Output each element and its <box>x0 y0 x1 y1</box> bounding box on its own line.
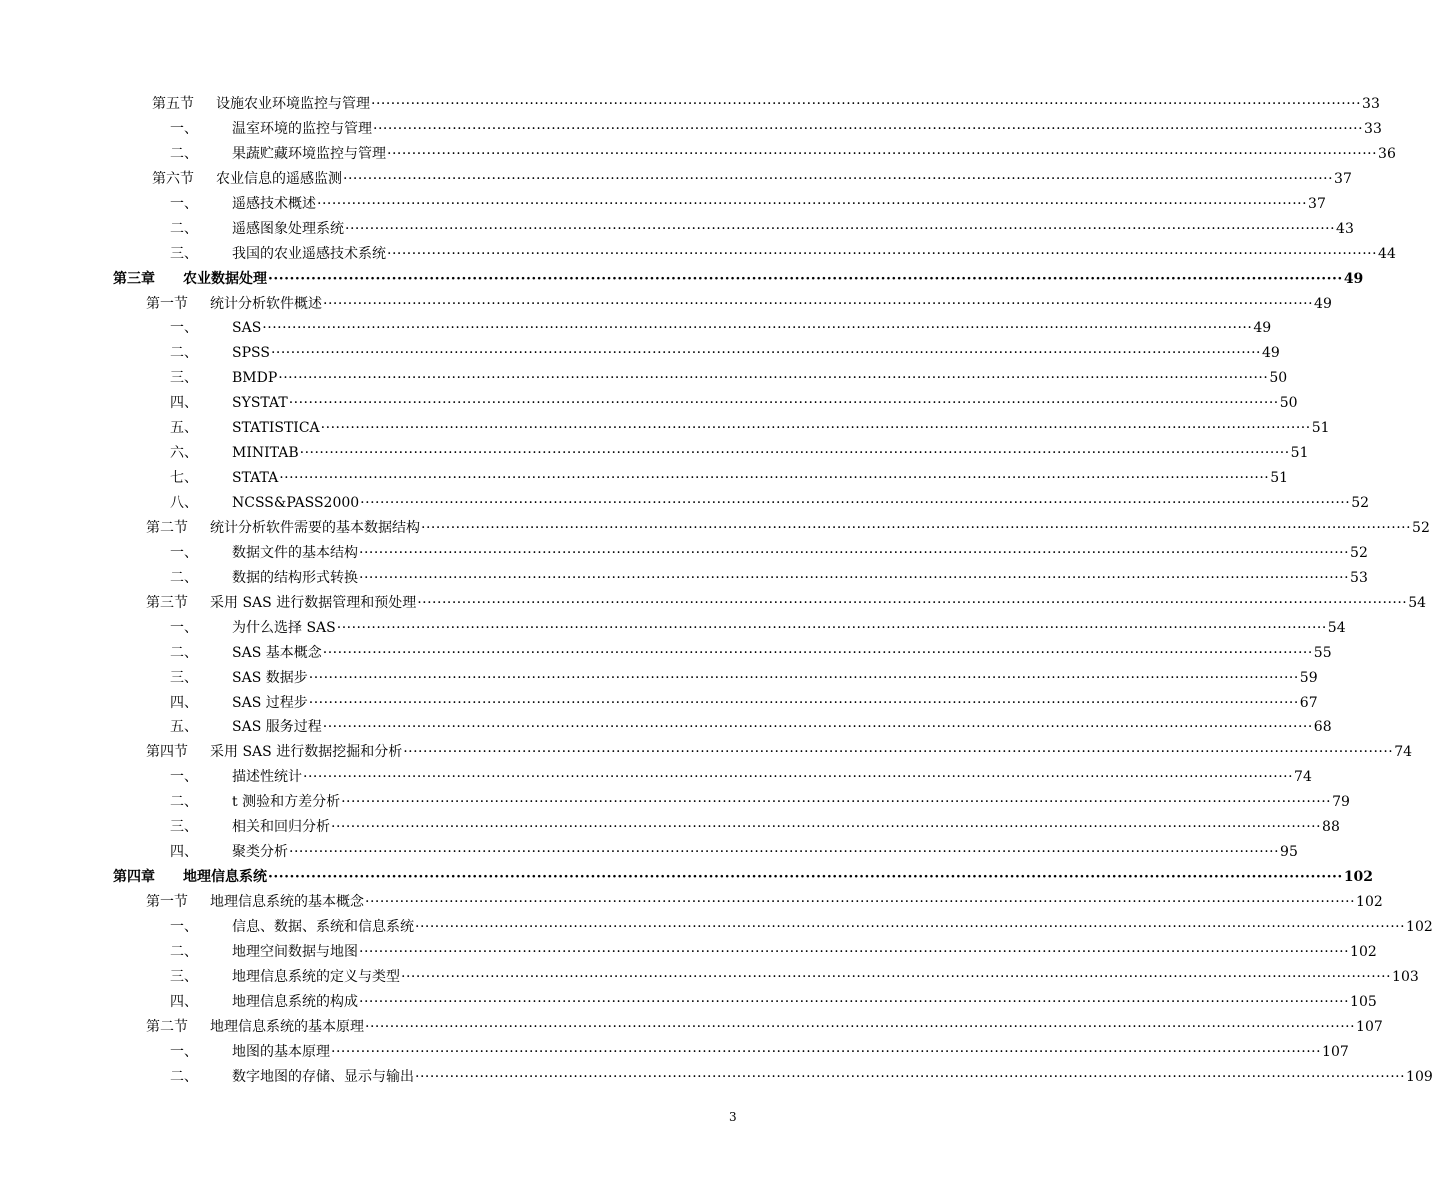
toc-entry-number: 第四章 <box>113 869 155 886</box>
toc-entry[interactable] <box>0 815 1340 840</box>
toc-entry-page: 88 <box>1322 819 1340 836</box>
toc-entry-page: 52 <box>1412 519 1430 536</box>
toc-entry-number: 第三节 <box>146 594 188 611</box>
toc-entry-title: MINITAB <box>232 445 299 462</box>
toc-leader-dots: ········································································································································································································ <box>303 769 1294 786</box>
toc-entry-page: 49 <box>1253 320 1272 337</box>
toc-entry-page: 55 <box>1313 644 1332 661</box>
toc-leader-dots: ········································································································································································································ <box>417 594 1408 611</box>
toc-entry-page: 102 <box>1343 869 1374 886</box>
toc-entry-title: 我国的农业遥感技术系统 <box>232 245 386 262</box>
toc-leader-dots: ········································································································································································································ <box>359 569 1350 586</box>
toc-leader-dots: ········································································································································································································ <box>268 270 1343 287</box>
toc-leader-dots: ········································································································································································································ <box>279 470 1270 487</box>
toc-entry-page: 37 <box>1334 170 1352 187</box>
toc-entry-title: SAS 数据步 <box>232 669 308 686</box>
toc-entry-number: 八、 <box>170 495 198 511</box>
toc-entry-number: 一、 <box>170 120 198 137</box>
toc-entry-page: 54 <box>1408 594 1427 611</box>
toc-entry-title: 地理信息系统的定义与类型 <box>232 968 400 985</box>
toc-entry-page: 102 <box>1350 943 1377 960</box>
toc-entry[interactable] <box>0 316 1272 341</box>
toc-leader-dots: ········································································································································································································ <box>323 295 1314 312</box>
toc-leader-dots: ········································································································································································································ <box>359 993 1350 1010</box>
toc-entry-page: 50 <box>1279 395 1298 412</box>
toc-entry-page: 49 <box>1262 345 1280 362</box>
toc-entry[interactable] <box>0 566 1368 591</box>
toc-entry-title: STATA <box>232 470 279 487</box>
toc-entry-title: SYSTAT <box>232 395 288 412</box>
toc-leader-dots: ········································································································································································································ <box>401 968 1392 985</box>
toc-entry-page: 67 <box>1299 694 1318 711</box>
page-number: 3 <box>729 1110 737 1124</box>
toc-leader-dots: ········································································································································································································ <box>317 195 1308 212</box>
toc-entry-number: 二、 <box>170 145 198 162</box>
toc-entry-title: 地理信息系统的基本原理 <box>210 1018 364 1035</box>
toc-entry-title: SAS <box>232 320 262 337</box>
toc-leader-dots: ········································································································································································································ <box>343 170 1334 187</box>
toc-entry-number: 第二节 <box>146 519 188 536</box>
toc-leader-dots: ········································································································································································································ <box>387 145 1378 162</box>
toc-leader-dots: ········································································································································································································ <box>270 345 1261 362</box>
toc-entry-title: NCSS&PASS2000 <box>232 495 360 511</box>
toc-entry-number: 二、 <box>170 794 198 811</box>
toc-entry[interactable] <box>0 691 1318 716</box>
toc-entry-number: 第五节 <box>152 96 194 112</box>
toc-entry-number: 二、 <box>170 943 198 960</box>
toc-entry-title: 数据文件的基本结构 <box>232 544 358 561</box>
toc-entry[interactable] <box>0 416 1330 441</box>
toc-entry-page: 53 <box>1350 569 1368 586</box>
toc-entry-number: 三、 <box>170 968 198 985</box>
toc-entry-title: 数据的结构形式转换 <box>232 569 358 586</box>
toc-entry-number: 第四节 <box>146 744 188 761</box>
toc-entry[interactable] <box>0 192 1326 217</box>
toc-entry-number: 二、 <box>170 345 198 362</box>
toc-leader-dots: ········································································································································································································ <box>322 644 1313 661</box>
toc-entry-number: 三、 <box>170 669 198 686</box>
toc-entry-page: 74 <box>1294 769 1312 786</box>
toc-entry-page: 44 <box>1378 245 1396 262</box>
toc-entry-title: 地理信息系统的基本概念 <box>210 894 364 910</box>
toc-entry-page: 51 <box>1290 445 1309 462</box>
toc-entry[interactable] <box>0 92 1380 117</box>
toc-entry-number: 第二节 <box>146 1018 188 1035</box>
toc-entry-title: BMDP <box>232 370 278 387</box>
toc-entry-title: 数字地图的存储、显示与输出 <box>232 1068 414 1085</box>
toc-entry[interactable] <box>0 167 1352 192</box>
toc-entry-number: 三、 <box>170 245 198 262</box>
toc-leader-dots: ········································································································································································································ <box>262 320 1253 337</box>
toc-entry[interactable] <box>0 865 1374 890</box>
toc-leader-dots: ········································································································································································································ <box>331 819 1322 836</box>
toc-entry[interactable] <box>0 142 1396 167</box>
toc-entry-title: 地理空间数据与地图 <box>232 943 358 960</box>
toc-entry[interactable] <box>0 391 1298 416</box>
toc-entry-number: 二、 <box>170 220 198 237</box>
toc-entry-page: 43 <box>1336 220 1354 237</box>
toc-leader-dots: ········································································································································································································ <box>320 420 1311 437</box>
toc-entry[interactable] <box>0 715 1332 740</box>
toc-leader-dots: ········································································································································································································ <box>365 894 1356 910</box>
toc-entry-title: SPSS <box>232 345 270 362</box>
toc-entry-title: 设施农业环境监控与管理 <box>216 96 370 112</box>
toc-entry[interactable] <box>0 516 1430 541</box>
toc-leader-dots: ········································································································································································································ <box>299 445 1290 462</box>
toc-entry[interactable] <box>0 1065 1433 1090</box>
toc-entry-number: 第三章 <box>113 270 155 287</box>
toc-entry[interactable] <box>0 940 1377 965</box>
toc-entry-title: 信息、数据、系统和信息系统 <box>232 918 414 935</box>
toc-entry-number: 一、 <box>170 769 198 786</box>
toc-entry-title: SAS 基本概念 <box>232 644 322 661</box>
toc-entry-number: 三、 <box>170 819 198 836</box>
toc-entry-title: 遥感技术概述 <box>232 195 316 212</box>
toc-leader-dots: ········································································································································································································ <box>365 1018 1356 1035</box>
toc-entry-title: t 测验和方差分析 <box>232 794 341 811</box>
toc-entry-title: 聚类分析 <box>232 844 288 861</box>
toc-entry-page: 33 <box>1364 120 1382 137</box>
toc-entry-title: 采用 SAS 进行数据挖掘和分析 <box>210 744 403 761</box>
toc-entry-number: 五、 <box>170 719 198 736</box>
toc-entry[interactable] <box>0 890 1383 915</box>
toc-entry-number: 四、 <box>170 993 198 1010</box>
toc-entry-number: 第一节 <box>146 295 188 312</box>
toc-entry-number: 一、 <box>170 195 198 212</box>
toc-entry-title: 为什么选择 SAS <box>232 619 336 636</box>
toc-entry-title: 农业信息的遥感监测 <box>216 170 342 187</box>
toc-entry-title: SAS 过程步 <box>232 694 308 711</box>
toc-entry[interactable] <box>0 1040 1349 1065</box>
toc-entry-number: 第一节 <box>146 894 188 910</box>
toc-leader-dots: ········································································································································································································ <box>278 370 1269 387</box>
toc-entry[interactable] <box>0 217 1354 242</box>
toc-entry-page: 109 <box>1406 1068 1433 1085</box>
toc-entry-page: 49 <box>1343 270 1364 287</box>
toc-entry-page: 102 <box>1406 918 1433 935</box>
toc-entry-number: 一、 <box>170 619 198 636</box>
table-of-contents <box>0 92 1433 1090</box>
toc-entry-title: 地图的基本原理 <box>232 1043 330 1060</box>
toc-entry-number: 二、 <box>170 569 198 586</box>
toc-entry[interactable] <box>0 441 1309 466</box>
toc-leader-dots: ········································································································································································································ <box>341 794 1332 811</box>
toc-entry-title: 温室环境的监控与管理 <box>232 120 372 137</box>
toc-entry[interactable] <box>0 641 1332 666</box>
toc-entry[interactable] <box>0 990 1377 1015</box>
toc-entry-page: 51 <box>1311 420 1330 437</box>
toc-entry-page: 68 <box>1313 719 1332 736</box>
toc-entry-number: 二、 <box>170 644 198 661</box>
toc-entry-number: 一、 <box>170 918 198 935</box>
toc-entry-page: 37 <box>1308 195 1326 212</box>
toc-leader-dots: ········································································································································································································ <box>421 519 1412 536</box>
toc-entry-title: 遥感图象处理系统 <box>232 220 344 237</box>
toc-entry-number: 第六节 <box>152 170 194 187</box>
toc-entry-page: 107 <box>1356 1018 1383 1035</box>
toc-entry-number: 五、 <box>170 420 198 437</box>
toc-entry-page: 52 <box>1350 544 1368 561</box>
toc-entry-title: 农业数据处理 <box>183 270 267 287</box>
toc-entry-page: 52 <box>1351 495 1370 511</box>
toc-leader-dots: ········································································································································································································ <box>268 869 1343 886</box>
toc-leader-dots: ········································································································································································································ <box>289 844 1280 861</box>
toc-leader-dots: ········································································································································································································ <box>308 669 1299 686</box>
toc-entry-title: STATISTICA <box>232 420 320 437</box>
toc-entry-number: 七、 <box>170 470 198 487</box>
toc-entry-title: 采用 SAS 进行数据管理和预处理 <box>210 594 417 611</box>
toc-entry-number: 一、 <box>170 544 198 561</box>
toc-entry-number: 三、 <box>170 370 198 387</box>
toc-entry[interactable] <box>0 591 1427 616</box>
toc-entry-page: 103 <box>1392 968 1419 985</box>
toc-leader-dots: ········································································································································································································ <box>336 619 1327 636</box>
toc-entry-page: 107 <box>1322 1043 1349 1060</box>
toc-leader-dots: ········································································································································································································ <box>345 220 1336 237</box>
toc-entry-number: 四、 <box>170 395 198 412</box>
toc-entry-page: 105 <box>1350 993 1377 1010</box>
toc-entry-page: 50 <box>1269 370 1288 387</box>
toc-leader-dots: ········································································································································································································ <box>415 1068 1406 1085</box>
toc-entry-page: 59 <box>1299 669 1318 686</box>
toc-entry-title: 统计分析软件概述 <box>210 295 322 312</box>
toc-entry[interactable] <box>0 366 1288 391</box>
toc-leader-dots: ········································································································································································································ <box>415 918 1406 935</box>
toc-entry[interactable] <box>0 267 1364 292</box>
toc-entry-number: 一、 <box>170 320 198 337</box>
toc-leader-dots: ········································································································································································································ <box>371 96 1362 112</box>
toc-entry[interactable] <box>0 541 1368 566</box>
toc-entry-number: 一、 <box>170 1043 198 1060</box>
toc-leader-dots: ········································································································································································································ <box>288 395 1279 412</box>
toc-entry[interactable] <box>0 740 1413 765</box>
toc-leader-dots: ········································································································································································································ <box>359 544 1350 561</box>
toc-entry-number: 六、 <box>170 445 198 462</box>
toc-entry-number: 二、 <box>170 1068 198 1085</box>
toc-leader-dots: ········································································································································································································ <box>387 245 1378 262</box>
toc-leader-dots: ········································································································································································································ <box>331 1043 1322 1060</box>
toc-entry-page: 79 <box>1332 794 1350 811</box>
toc-entry-page: 49 <box>1314 295 1332 312</box>
toc-entry[interactable] <box>0 341 1280 366</box>
toc-leader-dots: ········································································································································································································ <box>360 495 1351 511</box>
toc-entry-number: 四、 <box>170 844 198 861</box>
toc-entry[interactable] <box>0 965 1419 990</box>
toc-entry[interactable] <box>0 765 1312 790</box>
toc-entry-title: 统计分析软件需要的基本数据结构 <box>210 519 420 536</box>
toc-entry-title: SAS 服务过程 <box>232 719 322 736</box>
toc-entry-title: 地理信息系统的构成 <box>232 993 358 1010</box>
toc-leader-dots: ········································································································································································································ <box>359 943 1350 960</box>
toc-entry[interactable] <box>0 466 1289 491</box>
toc-entry[interactable] <box>0 117 1382 142</box>
toc-entry[interactable] <box>0 915 1433 940</box>
toc-entry[interactable] <box>0 1015 1383 1040</box>
toc-entry-page: 95 <box>1280 844 1298 861</box>
toc-entry[interactable] <box>0 491 1370 516</box>
toc-entry[interactable] <box>0 666 1318 691</box>
toc-entry[interactable] <box>0 242 1396 267</box>
toc-entry-number: 四、 <box>170 694 198 711</box>
toc-entry-page: 54 <box>1327 619 1346 636</box>
toc-entry[interactable] <box>0 840 1298 865</box>
toc-entry[interactable] <box>0 292 1332 317</box>
toc-entry-page: 36 <box>1378 145 1396 162</box>
toc-entry-page: 51 <box>1270 470 1289 487</box>
toc-entry[interactable] <box>0 616 1346 641</box>
toc-entry-page: 102 <box>1356 894 1383 910</box>
toc-leader-dots: ········································································································································································································ <box>373 120 1364 137</box>
toc-entry[interactable] <box>0 790 1350 815</box>
toc-leader-dots: ········································································································································································································ <box>308 694 1299 711</box>
toc-leader-dots: ········································································································································································································ <box>322 719 1313 736</box>
toc-entry-page: 33 <box>1362 96 1380 112</box>
toc-entry-title: 描述性统计 <box>232 769 302 786</box>
toc-entry-title: 相关和回归分析 <box>232 819 330 836</box>
toc-leader-dots: ········································································································································································································ <box>403 744 1394 761</box>
toc-entry-page: 74 <box>1394 744 1413 761</box>
toc-entry-title: 果蔬贮藏环境监控与管理 <box>232 145 386 162</box>
toc-entry-title: 地理信息系统 <box>183 869 267 886</box>
